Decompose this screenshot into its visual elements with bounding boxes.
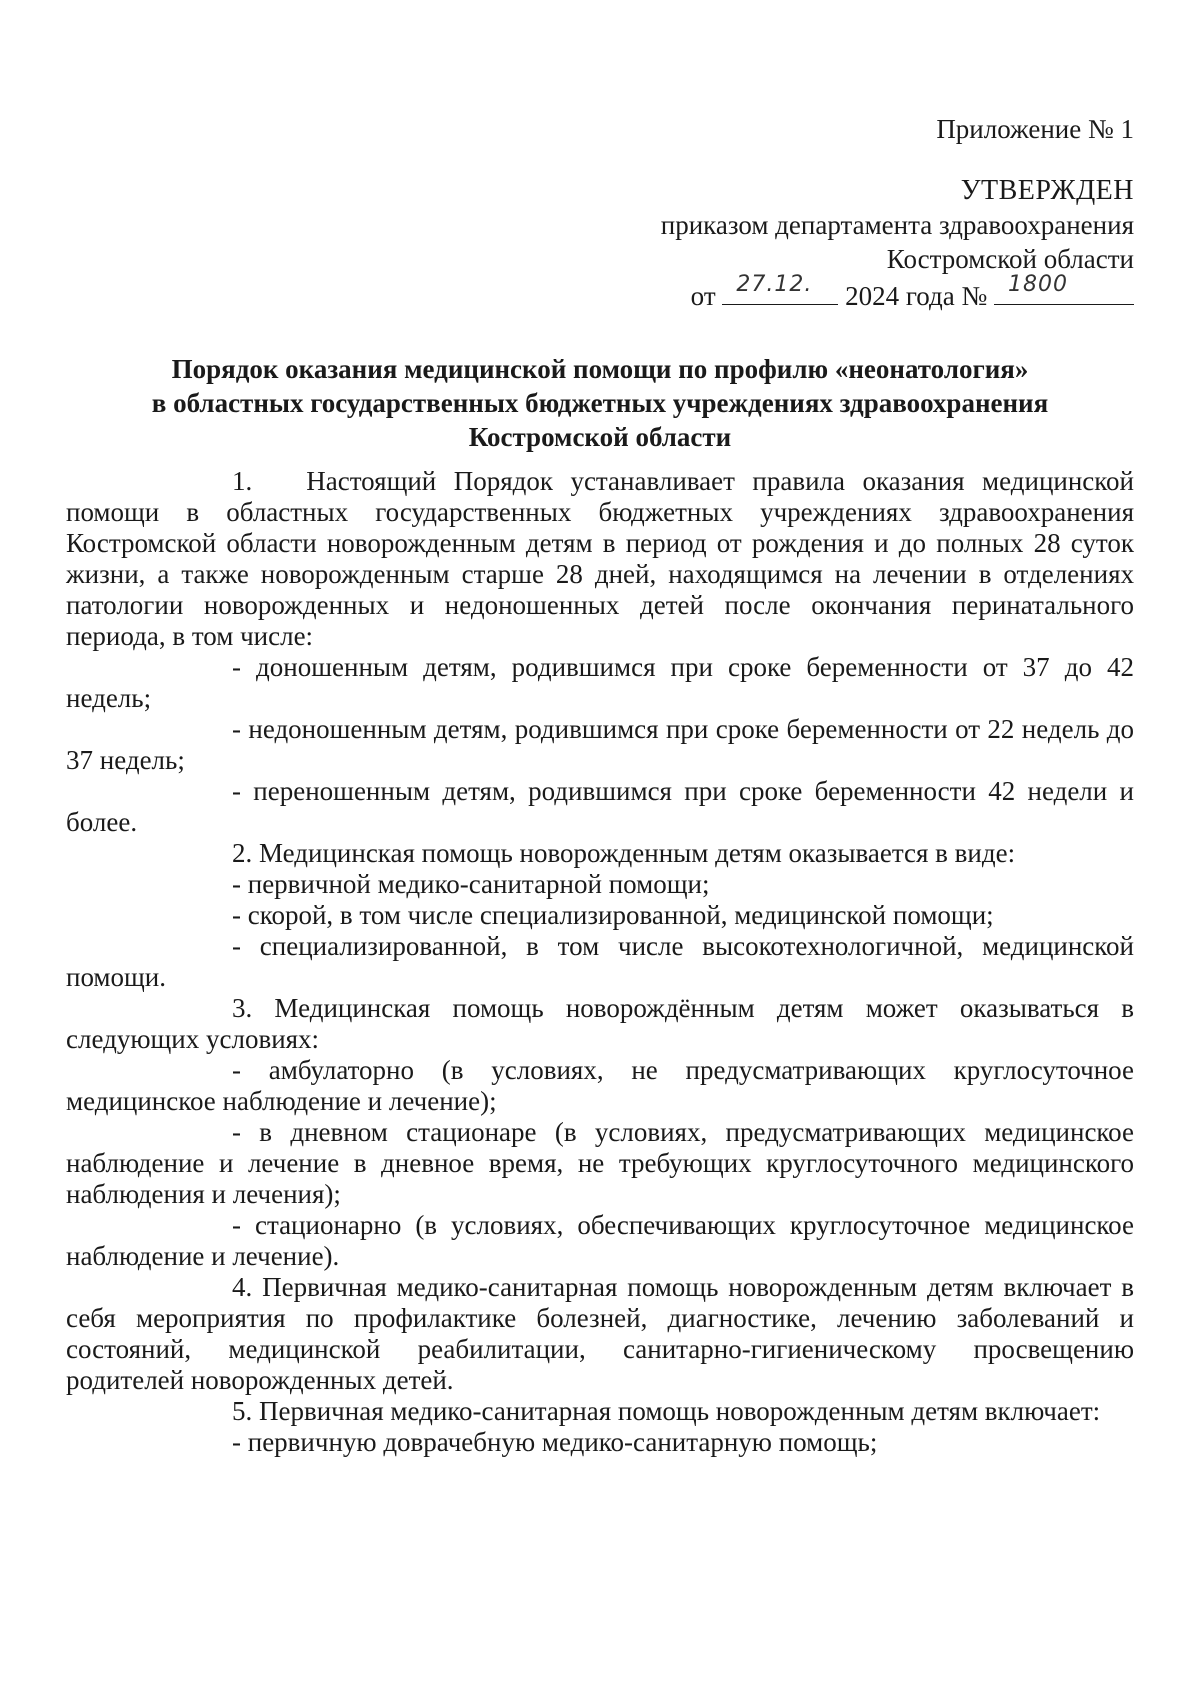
paragraph-4: 4. Первичная медико-санитарная помощь новорожденным детям включает в себя мероприятия по профилактике болезней, диагностике, лечению заболеваний и состояний, медицинской реабилитации, санитарно-гигиеническому просвещению родителей новорожденных детей. xyxy=(66,1272,1134,1395)
order-line-2: Костромской области xyxy=(886,244,1134,274)
title-line-3: Костромской области xyxy=(468,422,732,452)
list-item: - амбулаторно (в условиях, не предусматривающих круглосуточное медицинское наблюдение и лечение); xyxy=(66,1055,1134,1116)
paragraph-2: 2. Медицинская помощь новорожденным детям оказывается в виде: xyxy=(232,838,1016,868)
document-body xyxy=(66,466,1134,1458)
number-field xyxy=(994,272,1134,305)
number-handwritten: 1800 xyxy=(1008,272,1068,297)
list-item: - в дневном стационаре (в условиях, предусматривающих медицинское наблюдение и лечение в дневное время, не требующих круглосуточного медицинского наблюдения и лечения); xyxy=(66,1117,1134,1209)
approval-header xyxy=(661,112,1134,313)
date-prefix: от xyxy=(690,281,716,311)
list-item: - доношенным детям, родившимся при сроке беременности от 37 до 42 недель; xyxy=(66,652,1134,713)
order-line-1: приказом департамента здравоохранения xyxy=(660,210,1134,240)
list-item: - скорой, в том числе специализированной, медицинской помощи; xyxy=(232,900,994,930)
order-date-line xyxy=(661,272,1134,313)
title-line-2: в областных государственных бюджетных учреждениях здравоохранения xyxy=(151,388,1049,418)
list-item: - переношенным детям, родившимся при сроке беременности 42 недели и более. xyxy=(66,776,1134,837)
list-item: - стационарно (в условиях, обеспечивающих круглосуточное медицинское наблюдение и лечение). xyxy=(66,1210,1134,1271)
approved-label: УТВЕРЖДЕН xyxy=(960,175,1134,206)
number-sign: № xyxy=(961,281,988,311)
paragraph-1: 1. Настоящий Порядок устанавливает правила оказания медицинской помощи в областных государственных бюджетных учреждениях здравоохранения Костромской области новорожденным детям в период от рождения и до полных 28 суток жизни, а также новорожденным старше 28 дней, находящимся на лечении в отделениях патологии новорожденных и недоношенных детей после окончания перинатального периода, в том числе: xyxy=(66,466,1134,651)
list-item: - первичной медико-санитарной помощи; xyxy=(232,869,710,899)
date-handwritten: 27.12. xyxy=(736,272,813,297)
date-field xyxy=(722,272,838,305)
list-item: - недоношенным детям, родившимся при сроке беременности от 22 недель до 37 недель; xyxy=(66,714,1134,775)
title-line-1: Порядок оказания медицинской помощи по профилю «неонатология» xyxy=(171,354,1029,384)
document-title xyxy=(66,352,1134,454)
paragraph-5: 5. Первичная медико-санитарная помощь новорожденным детям включает: xyxy=(232,1396,1101,1426)
year-text: 2024 года xyxy=(845,281,955,311)
list-item: - специализированной, в том числе высокотехнологичной, медицинской помощи. xyxy=(66,931,1134,992)
appendix-label: Приложение № 1 xyxy=(936,114,1134,144)
list-item: - первичную доврачебную медико-санитарную помощь; xyxy=(232,1427,878,1457)
paragraph-3: 3. Медицинская помощь новорождённым детям может оказываться в следующих условиях: xyxy=(66,993,1134,1054)
